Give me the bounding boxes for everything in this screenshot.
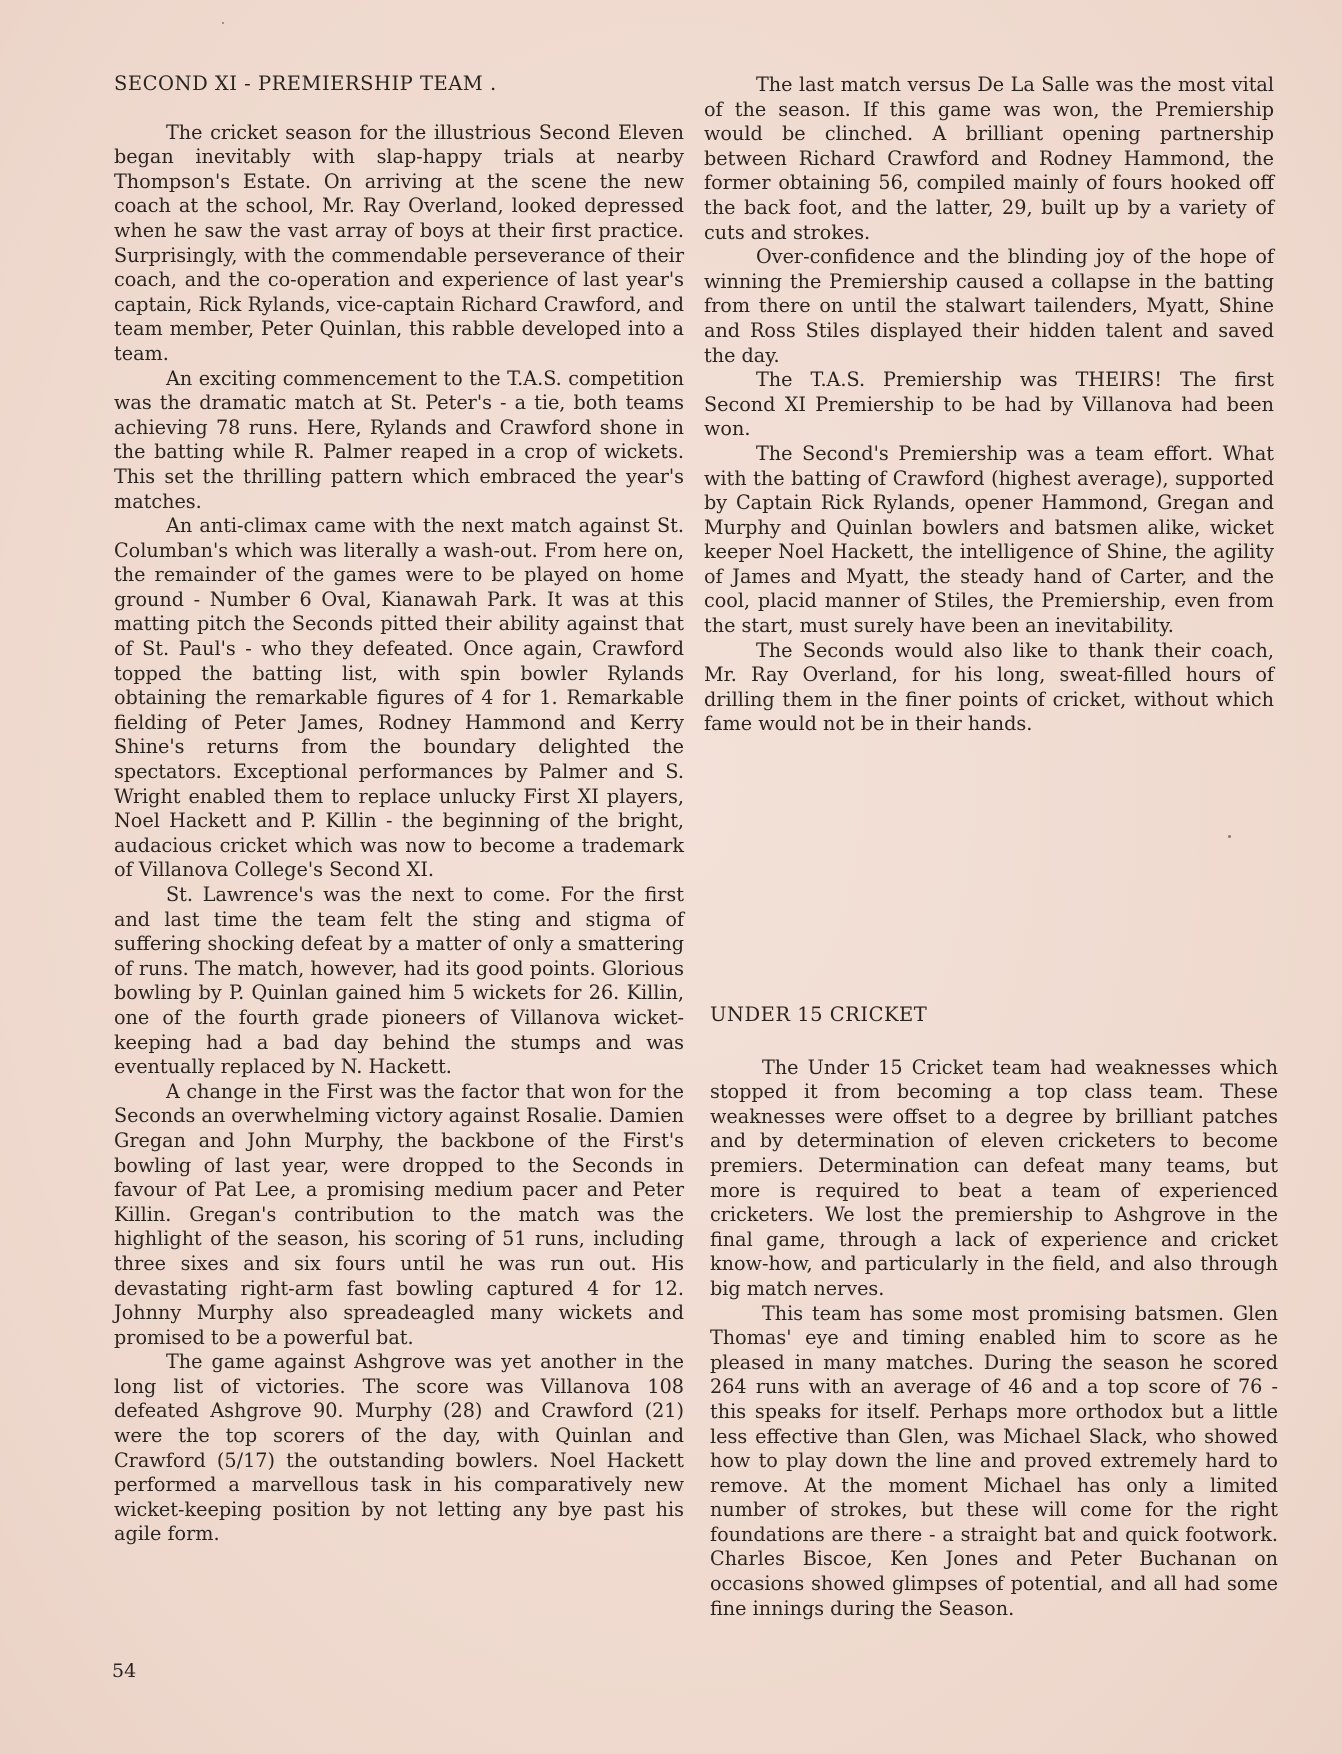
paragraph: St. Lawrence's was the next to come. For the first and last time the team felt the sting and stigma of suffering shocking defeat by a matter of only a smattering of runs. The match, however, had its good points. Glorious bowling by P. Quinlan gained him 5 wickets for 26. Killin, one of the fourth grade pioneers of Villanova wicket-keeping had a bad day behind the stumps and was eventually replaced by N. Hackett.: [114, 883, 684, 1079]
paragraph: The cricket season for the illustrious Second Eleven began inevitably with slap-happy trials at nearby Thompson's Estate. On arriving at the scene the new coach at the school, Mr. Ray Overland, looked depressed when he saw the vast array of boys at their first practice. Surprisingly, with the commendable perseverance of their coach, and the co-operation and experience of last year's captain, Rick Rylands, vice-captain Richard Crawford, and team member, Peter Quinlan, this rabble developed into a team.: [114, 120, 684, 365]
paragraph: The last match versus De La Salle was the most vital of the season. If this game was won, the Premiership would be clinched. A brilliant opening partnership between Richard Crawford and Rodney Hammond, the former obtaining 56, compiled mainly of fours hooked off the back foot, and the latter, 29, built up by a variety of cuts and strokes.: [704, 73, 1274, 244]
paragraph: Over-confidence and the blinding joy of the hope of winning the Premiership caused a collapse in the batting from there on until the stalwart tailenders, Myatt, Shine and Ross Stiles displayed their hidden talent and saved the day.: [704, 245, 1274, 367]
paragraph: The T.A.S. Premiership was THEIRS! The first Second XI Premiership to be had by Villanova had been won.: [704, 368, 1274, 441]
paragraph: The Under 15 Cricket team had weaknesses which stopped it from becoming a top class team. These weaknesses were offset to a degree by brilliant patches and by determination of eleven cricketers to become premiers. Determination can defeat many teams, but more is required to beat a team of experienced cricketers. We lost the premiership to Ashgrove in the final game, through a lack of experience and cricket know-how, and particularly in the field, and also through big match nerves.: [710, 1055, 1278, 1300]
right-column: [704, 73, 1274, 737]
paragraph: An anti-climax came with the next match against St. Columban's which was literally a wash-out. From here on, the remainder of the games were to be played on home ground - Number 6 Oval, Kianawah Park. It was at this matting pitch the Seconds pitted their ability against that of St. Paul's - who they defeated. Once again, Crawford topped the batting list, with spin bowler Rylands obtaining the remarkable figures of 4 for 1. Remarkable fielding of Peter James, Rodney Hammond and Kerry Shine's returns from the boundary delighted the spectators. Exceptional performances by Palmer and S. Wright enabled them to replace unlucky First XI players, Noel Hackett and P. Killin - the beginning of the bright, audacious cricket which was now to become a trademark of Villanova College's Second XI.: [114, 514, 684, 882]
paragraph: An exciting commencement to the T.A.S. competition was the dramatic match at St. Peter's - a tie, both teams achieving 78 runs. Here, Rylands and Crawford shone in the batting while R. Palmer reaped in a crop of wickets. This set the thrilling pattern which embraced the year's matches.: [114, 366, 684, 513]
paper-speck: [1228, 835, 1231, 838]
under-15-section: [710, 1003, 1278, 1621]
page-number: 54: [112, 1660, 137, 1682]
paragraph: A change in the First was the factor that won for the Seconds an overwhelming victory against Rosalie. Damien Gregan and John Murphy, the backbone of the First's bowling of last year, were dropped to the Seconds in favour of Pat Lee, a promising medium pacer and Peter Killin. Gregan's contribution to the match was the highlight of the season, his scoring of 51 runs, including three sixes and six fours until he was run out. His devastating right-arm fast bowling captured 4 for 12. Johnny Murphy also spreadeagled many wickets and promised to be a powerful bat.: [114, 1079, 684, 1349]
second-xi-heading: SECOND XI - PREMIERSHIP TEAM .: [114, 72, 497, 95]
paragraph: The game against Ashgrove was yet another in the long list of victories. The score was Villanova 108 defeated Ashgrove 90. Murphy (28) and Crawford (21) were the top scorers of the day, with Quinlan and Crawford (5/17) the outstanding bowlers. Noel Hackett performed a marvellous task in his comparatively new wicket-keeping position by not letting any bye past his agile form.: [114, 1350, 684, 1546]
left-column: [114, 72, 684, 1547]
paper-speck: [222, 22, 224, 24]
paragraph: The Seconds would also like to thank their coach, Mr. Ray Overland, for his long, sweat-filled hours of drilling them in the finer points of cricket, without which fame would not be in their hands.: [704, 638, 1274, 736]
paragraph: The Second's Premiership was a team effort. What with the batting of Crawford (highest average), supported by Captain Rick Rylands, opener Hammond, Gregan and Murphy and Quinlan bowlers and batsmen alike, wicket keeper Noel Hackett, the intelligence of Shine, the agility of James and Myatt, the steady hand of Carter, and the cool, placid manner of Stiles, the Premiership, even from the start, must surely have been an inevitability.: [704, 441, 1274, 638]
paragraph: This team has some most promising batsmen. Glen Thomas' eye and timing enabled him to score as he pleased in many matches. During the season he scored 264 runs with an average of 46 and a top score of 76 - this speaks for itself. Perhaps more orthodox but a little less effective than Glen, was Michael Slack, who showed how to play down the line and proved extremely hard to remove. At the moment Michael has only a limited number of strokes, but these will come for the right foundations are there - a straight bat and quick footwork. Charles Biscoe, Ken Jones and Peter Buchanan on occasions showed glimpses of potential, and all had some fine innings during the Season.: [710, 1301, 1278, 1620]
under-15-heading: UNDER 15 CRICKET: [710, 1003, 928, 1026]
